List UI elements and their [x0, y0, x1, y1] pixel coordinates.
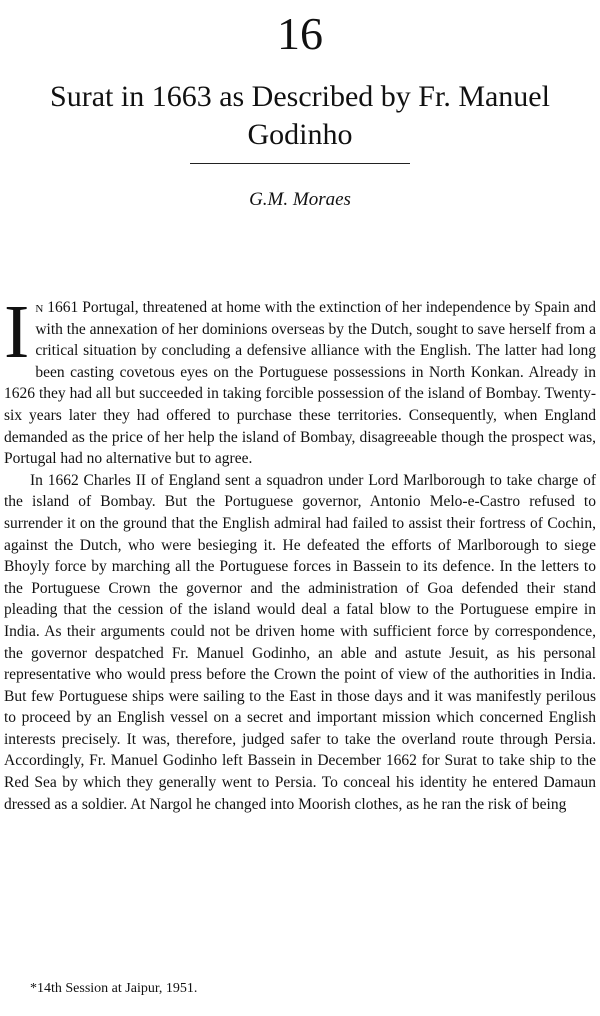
lead-in-small-caps: n — [35, 299, 44, 316]
chapter-number: 16 — [277, 8, 323, 59]
footnote: *14th Session at Jaipur, 1951. — [30, 981, 198, 996]
paragraph-1 — [4, 290, 596, 470]
paragraph-2: In 1662 Charles II of England sent a squadron under Lord Marlborough to take charge of the island of Bombay. But the Portuguese governor, Antonio Melo-e-Castro refused to surrender it on the ground that the English admiral had failed to assist their fortress of Cochin, against the Dutch, who were besieging it. He defeated the efforts of Marlborough to siege Bhoyly force by marching all the Portuguese forces in Bassein to its defence. In the letters to the Portuguese Crown the governor and the administration of Goa defended their stand pleading that the cession of the island would deal a fatal blow to the Portuguese empire in India. As their arguments could not be driven home with sufficient force by correspondence, the governor despatched Fr. Manuel Godinho, an able and astute Jesuit, as his personal representative who would press before the Crown the point of view of the authorities in India. But few Portuguese ships were sailing to the East in those days and it was manifestly perilous to proceed by an English vessel on a secret and important mission which concerned English interests precisely. It was, therefore, judged safer to take the overland route through Persia. Accordingly, Fr. Manuel Godinho left Bassein in December 1662 for Surat to take ship to the Red Sea by which they generally went to Persia. To conceal his identity he entered Damaun dressed as a soldier. At Nargol he changed into Moorish clothes, as he ran the risk of being — [4, 471, 596, 813]
title-divider — [190, 163, 410, 164]
chapter-body — [4, 290, 596, 815]
chapter-author: G.M. Moraes — [249, 189, 351, 210]
chapter-title: Surat in 1663 as Described by Fr. Manuel Godinho — [50, 80, 550, 151]
paragraph-1-text: 1661 Portugal, threatened at home with the extinction of her independence by Spain and with the annexation of her dominions overseas by the Dutch, sought to save herself from a critical situation by concluding a defensive alliance with the English. The latter had long been casting covetous eyes on the Portuguese possessions in North Konkan. Already in 1626 they had all but succeeded in taking forcible possession of the island of Bombay. Twenty-six years later they had offered to purchase these territories. Consequently, when England demanded as the price of her help the island of Bombay, disagreeable though the prospect was, Portugal had no alternative but to agree. — [4, 299, 596, 468]
drop-cap: I — [4, 290, 30, 374]
